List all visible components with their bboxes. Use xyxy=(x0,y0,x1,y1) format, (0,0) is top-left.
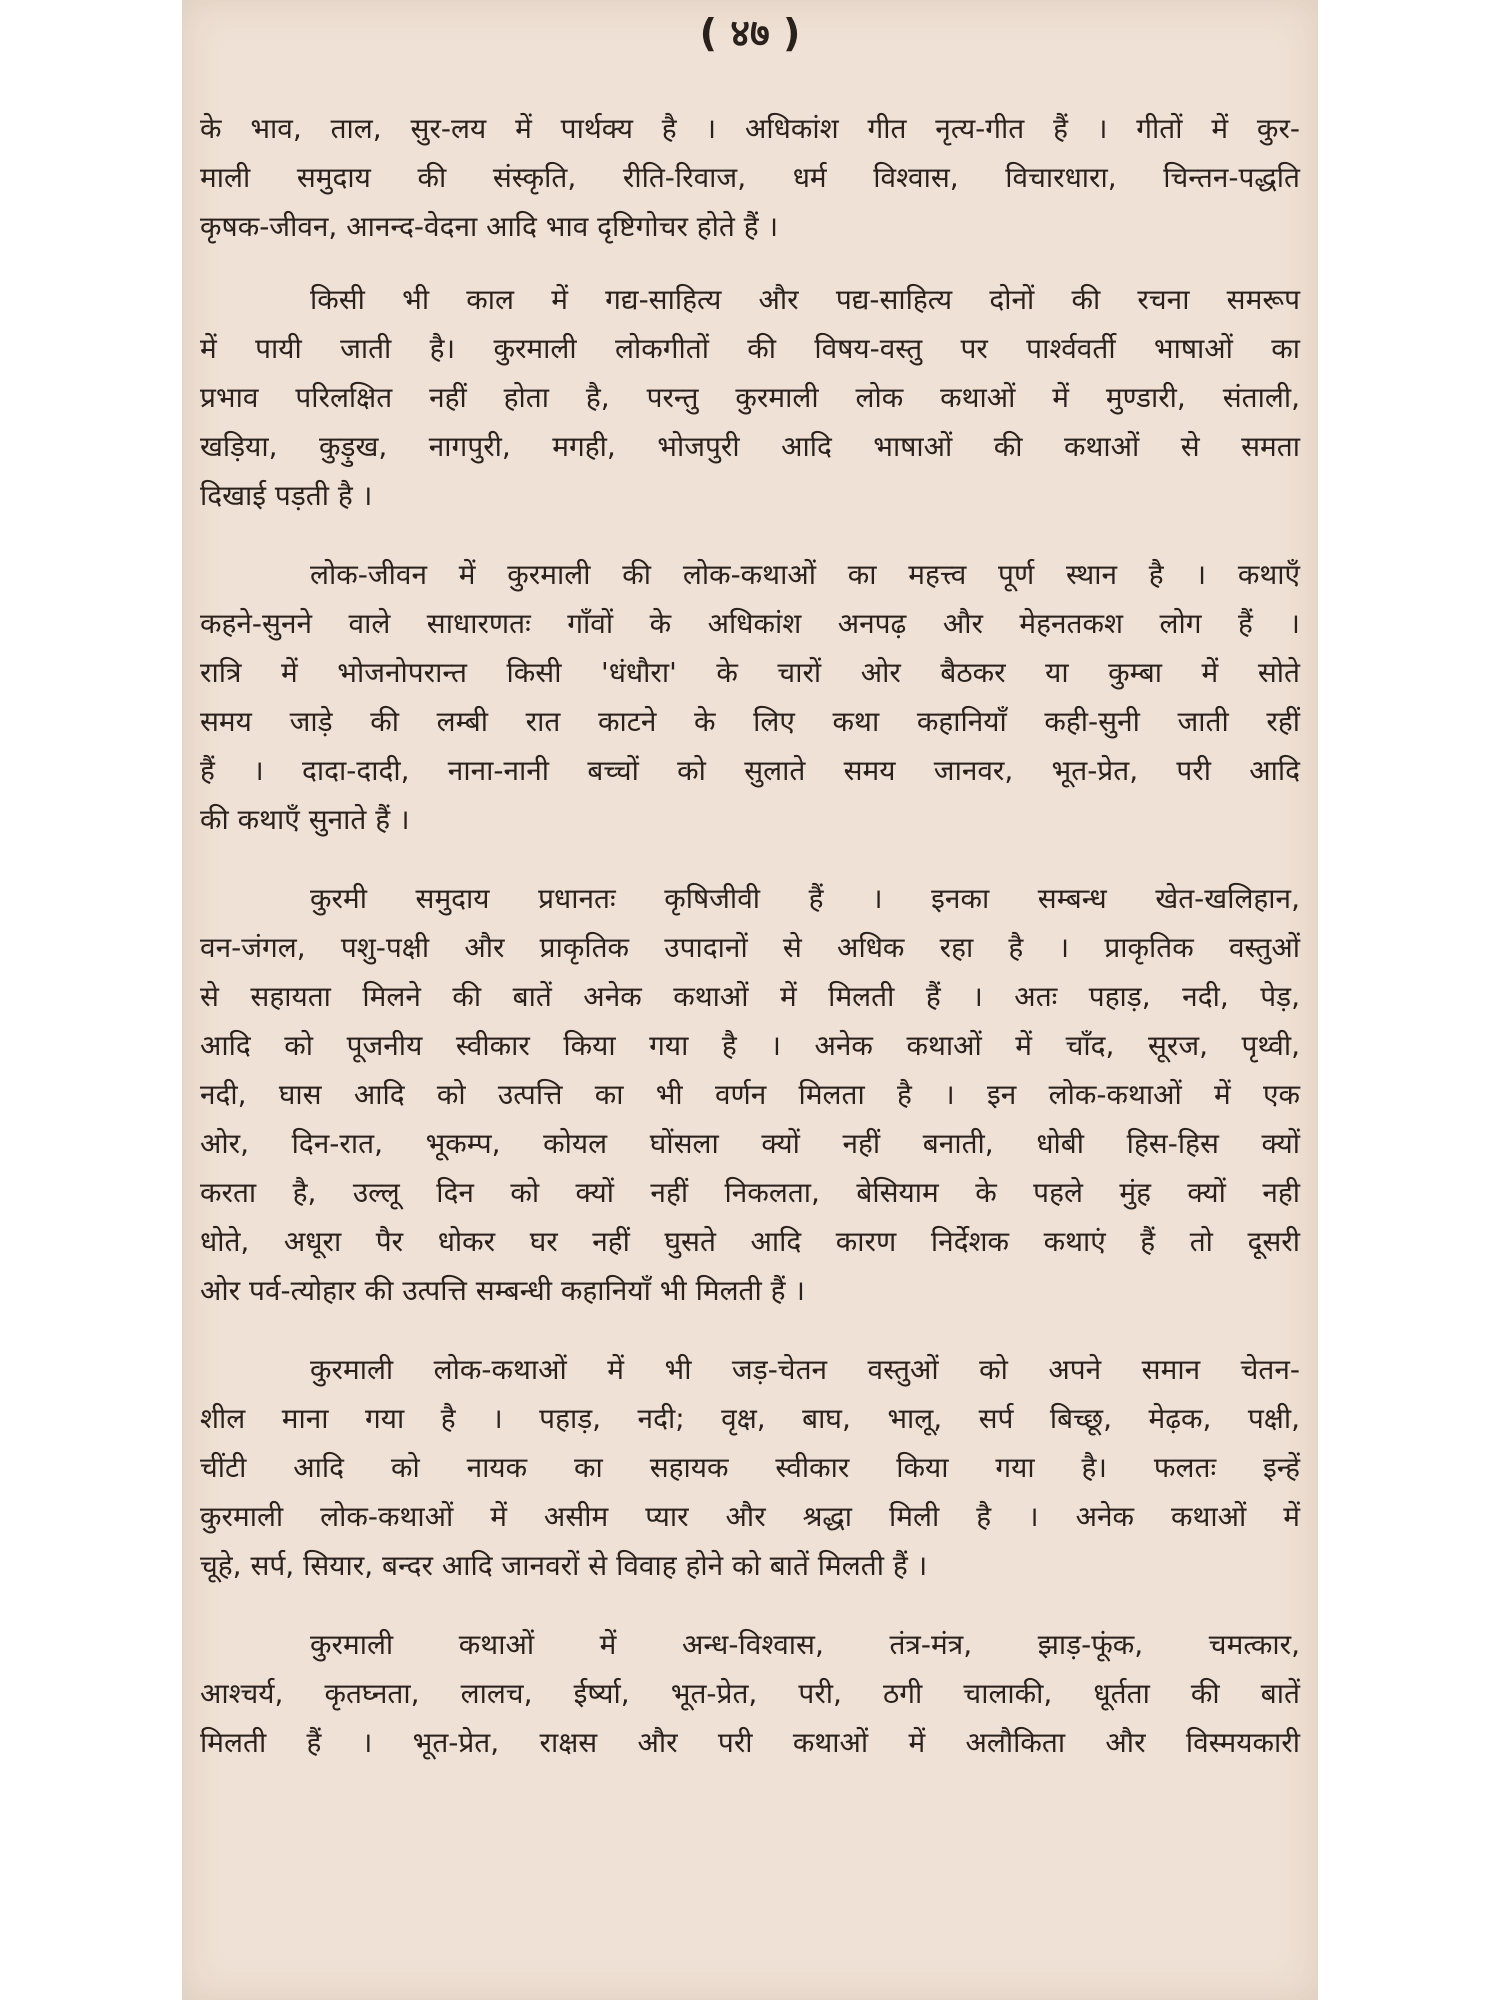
text-line: की कथाएँ सुनाते हैं । xyxy=(200,803,410,836)
text-line: शील माना गया है । पहाड़, नदी; वृक्ष, बाघ, भालू, सर्प बिच्छू, मेढ़क, पक्षी, xyxy=(200,1402,1300,1435)
page-body xyxy=(200,104,1300,1767)
text-line: कहने-सुनने वाले साधारणतः गाँवों के अधिकांश अनपढ़ और मेहनतकश लोग हैं । xyxy=(200,607,1300,640)
text-line: कुरमाली लोक-कथाओं में असीम प्यार और श्रद्धा मिली है । अनेक कथाओं में xyxy=(200,1500,1300,1533)
text-line: से सहायता मिलने की बातें अनेक कथाओं में मिलती हैं । अतः पहाड़, नदी, पेड़, xyxy=(200,980,1300,1013)
paragraph-4 xyxy=(200,874,1300,1315)
text-line: वन-जंगल, पशु-पक्षी और प्राकृतिक उपादानों से अधिक रहा है । प्राकृतिक वस्तुओं xyxy=(200,931,1300,964)
text-line: में पायी जाती है। कुरमाली लोकगीतों की विषय-वस्तु पर पार्श्ववर्ती भाषाओं का xyxy=(200,332,1300,365)
text-line: के भाव, ताल, सुर-लय में पार्थक्य है । अधिकांश गीत नृत्य-गीत हैं । गीतों में कुर- xyxy=(200,112,1300,145)
text-line: करता है, उल्लू दिन को क्यों नहीं निकलता, बेसियाम के पहले मुंह क्यों नही xyxy=(200,1176,1300,1209)
text-line: चींटी आदि को नायक का सहायक स्वीकार किया गया है। फलतः इन्हें xyxy=(200,1451,1300,1484)
text-line: धोते, अधूरा पैर धोकर घर नहीं घुसते आदि कारण निर्देशक कथाएं हैं तो दूसरी xyxy=(200,1225,1300,1258)
text-line: कुरमी समुदाय प्रधानतः कृषिजीवी हैं । इनका सम्बन्ध खेत-खलिहान, xyxy=(310,882,1300,915)
text-line: ओर पर्व-त्योहार की उत्पत्ति सम्बन्धी कहानियाँ भी मिलती हैं । xyxy=(200,1274,806,1307)
text-line: लोक-जीवन में कुरमाली की लोक-कथाओं का महत्त्व पूर्ण स्थान है । कथाएँ xyxy=(310,558,1300,591)
text-line: चूहे, सर्प, सियार, बन्दर आदि जानवरों से विवाह होने को बातें मिलती हैं । xyxy=(200,1549,928,1582)
text-line: आदि को पूजनीय स्वीकार किया गया है । अनेक कथाओं में चाँद, सूरज, पृथ्वी, xyxy=(200,1029,1300,1062)
text-line: आश्चर्य, कृतघ्नता, लालच, ईर्ष्या, भूत-प्रेत, परी, ठगी चालाकी, धूर्तता की बातें xyxy=(200,1677,1300,1710)
book-page xyxy=(182,0,1318,2000)
page-number: ( ४७ ) xyxy=(699,11,801,55)
text-line: नदी, घास आदि को उत्पत्ति का भी वर्णन मिलता है । इन लोक-कथाओं में एक xyxy=(200,1078,1300,1111)
paragraph-2 xyxy=(200,275,1300,520)
text-line: कृषक-जीवन, आनन्द-वेदना आदि भाव दृष्टिगोचर होते हैं । xyxy=(200,210,779,243)
text-line: ओर, दिन-रात, भूकम्प, कोयल घोंसला क्यों नहीं बनाती, धोबी हिस-हिस क्यों xyxy=(200,1127,1300,1160)
text-line: मिलती हैं । भूत-प्रेत, राक्षस और परी कथाओं में अलौकिता और विस्मयकारी xyxy=(200,1726,1300,1759)
paragraph-5 xyxy=(200,1345,1300,1590)
text-line: खड़िया, कुड़ुख, नागपुरी, मगही, भोजपुरी आदि भाषाओं की कथाओं से समता xyxy=(200,430,1300,463)
text-line: हैं । दादा-दादी, नाना-नानी बच्चों को सुलाते समय जानवर, भूत-प्रेत, परी आदि xyxy=(200,754,1300,787)
text-line: समय जाड़े की लम्बी रात काटने के लिए कथा कहानियाँ कही-सुनी जाती रहीं xyxy=(200,705,1300,738)
text-line: रात्रि में भोजनोपरान्त किसी 'धंधौरा' के चारों ओर बैठकर या कुम्बा में सोते xyxy=(200,656,1300,689)
text-line: दिखाई पड़ती है । xyxy=(200,479,373,512)
paragraph-6 xyxy=(200,1620,1300,1767)
paragraph-3 xyxy=(200,550,1300,844)
paragraph-1 xyxy=(200,104,1300,251)
text-line: माली समुदाय की संस्कृति, रीति-रिवाज, धर्म विश्वास, विचारधारा, चिन्तन-पद्धति xyxy=(200,161,1300,194)
text-line: कुरमाली कथाओं में अन्ध-विश्वास, तंत्र-मंत्र, झाड़-फूंक, चमत्कार, xyxy=(310,1628,1300,1661)
text-line: प्रभाव परिलक्षित नहीं होता है, परन्तु कुरमाली लोक कथाओं में मुण्डारी, संताली, xyxy=(200,381,1300,414)
text-line: किसी भी काल में गद्य-साहित्य और पद्य-साहित्य दोनों की रचना समरूप xyxy=(310,283,1300,316)
text-line: कुरमाली लोक-कथाओं में भी जड़-चेतन वस्तुओं को अपने समान चेतन- xyxy=(310,1353,1300,1386)
